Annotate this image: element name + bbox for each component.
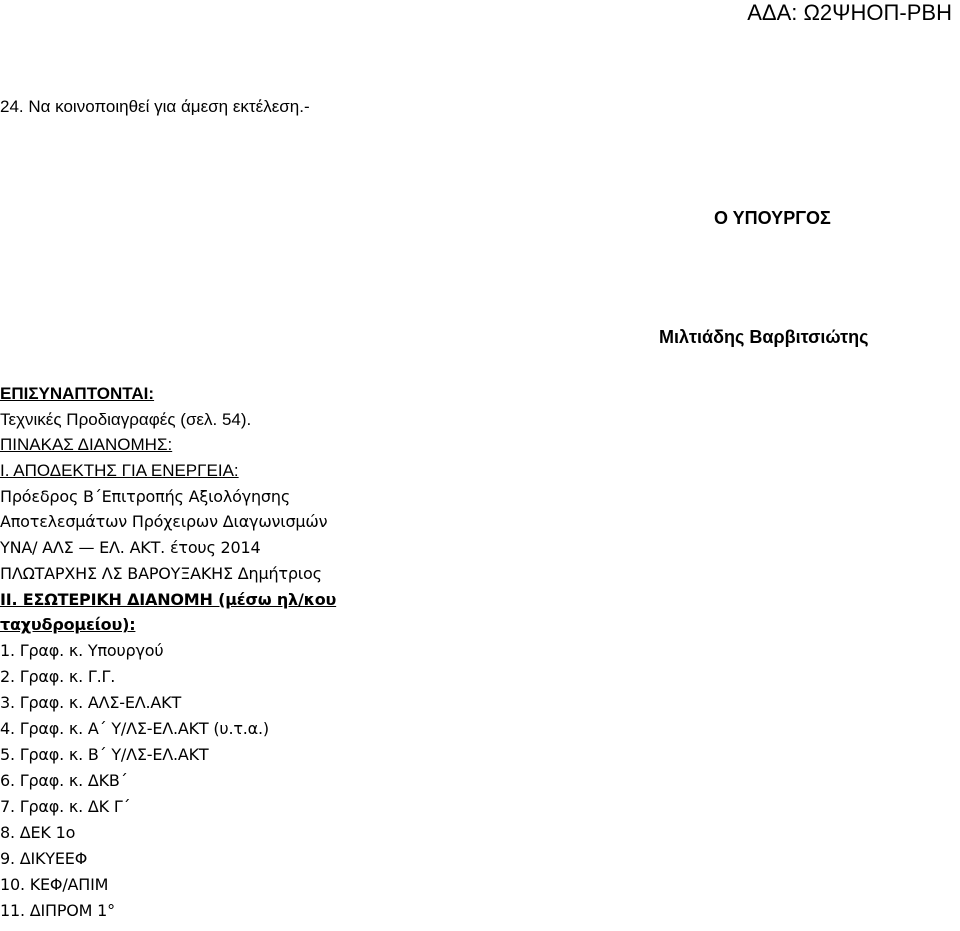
distribution-item: 10. ΚΕΦ/ΑΠΙΜ bbox=[0, 874, 109, 894]
distribution-heading: ΠΙΝΑΚΑΣ ΔΙΑΝΟΜΗΣ: bbox=[0, 435, 173, 455]
notify-line: 24. Να κοινοποιηθεί για άμεση εκτέλεση.- bbox=[0, 97, 310, 116]
distribution-item: 2. Γραφ. κ. Γ.Γ. bbox=[0, 666, 116, 686]
distribution-item: 11. ΔΙΠΡΟΜ 1° bbox=[0, 900, 115, 920]
ada-code: ΑΔΑ: Ω2ΨΗΟΠ-ΡΒΗ bbox=[747, 0, 952, 25]
section1-heading: Ι. ΑΠΟΔΕΚΤΗΣ ΓΙΑ ΕΝΕΡΓΕΙΑ: bbox=[0, 461, 239, 481]
distribution-item: 5. Γραφ. κ. Β΄ Υ/ΛΣ-ΕΛ.ΑΚΤ bbox=[0, 744, 209, 764]
distribution-list bbox=[0, 638, 470, 924]
distribution-block bbox=[0, 381, 470, 924]
section1-line: ΥΝΑ/ ΑΛΣ — ΕΛ. ΑΚΤ. έτους 2014 bbox=[0, 538, 261, 558]
section1-line: Αποτελεσμάτων Πρόχειρων Διαγωνισμών bbox=[0, 512, 328, 532]
distribution-item: 7. Γραφ. κ. ΔΚ Γ΄ bbox=[0, 796, 131, 816]
distribution-item: 3. Γραφ. κ. ΑΛΣ-ΕΛ.ΑΚΤ bbox=[0, 692, 182, 712]
section1-line: Πρόεδρος Β΄Επιτροπής Αξιολόγησης bbox=[0, 486, 291, 506]
attachments-item: Τεχνικές Προδιαγραφές (σελ. 54). bbox=[0, 409, 252, 429]
distribution-item: 4. Γραφ. κ. Α΄ Υ/ΛΣ-ΕΛ.ΑΚΤ (υ.τ.α.) bbox=[0, 718, 269, 738]
minister-title: Ο ΥΠΟΥΡΓΟΣ bbox=[714, 208, 831, 228]
distribution-item: 8. ΔΕΚ 1ο bbox=[0, 822, 76, 842]
section2-heading-cont: ταχυδρομείου): bbox=[0, 615, 136, 635]
distribution-item: 9. ΔΙΚΥΕΕΦ bbox=[0, 848, 88, 868]
distribution-item: 1. Γραφ. κ. Υπουργού bbox=[0, 640, 164, 660]
section2-heading: ΙΙ. ΕΣΩΤΕΡΙΚΗ ΔΙΑΝΟΜΗ (μέσω ηλ/κου bbox=[0, 589, 337, 609]
attachments-heading: ΕΠΙΣΥΝΑΠΤΟΝΤΑΙ: bbox=[0, 384, 155, 403]
minister-name: Μιλτιάδης Βαρβιτσιώτης bbox=[659, 327, 869, 347]
distribution-item: 6. Γραφ. κ. ΔΚΒ΄ bbox=[0, 770, 128, 790]
section1-line: ΠΛΩΤΑΡΧΗΣ ΛΣ ΒΑΡΟΥΞΑΚΗΣ Δημήτριος bbox=[0, 563, 322, 583]
